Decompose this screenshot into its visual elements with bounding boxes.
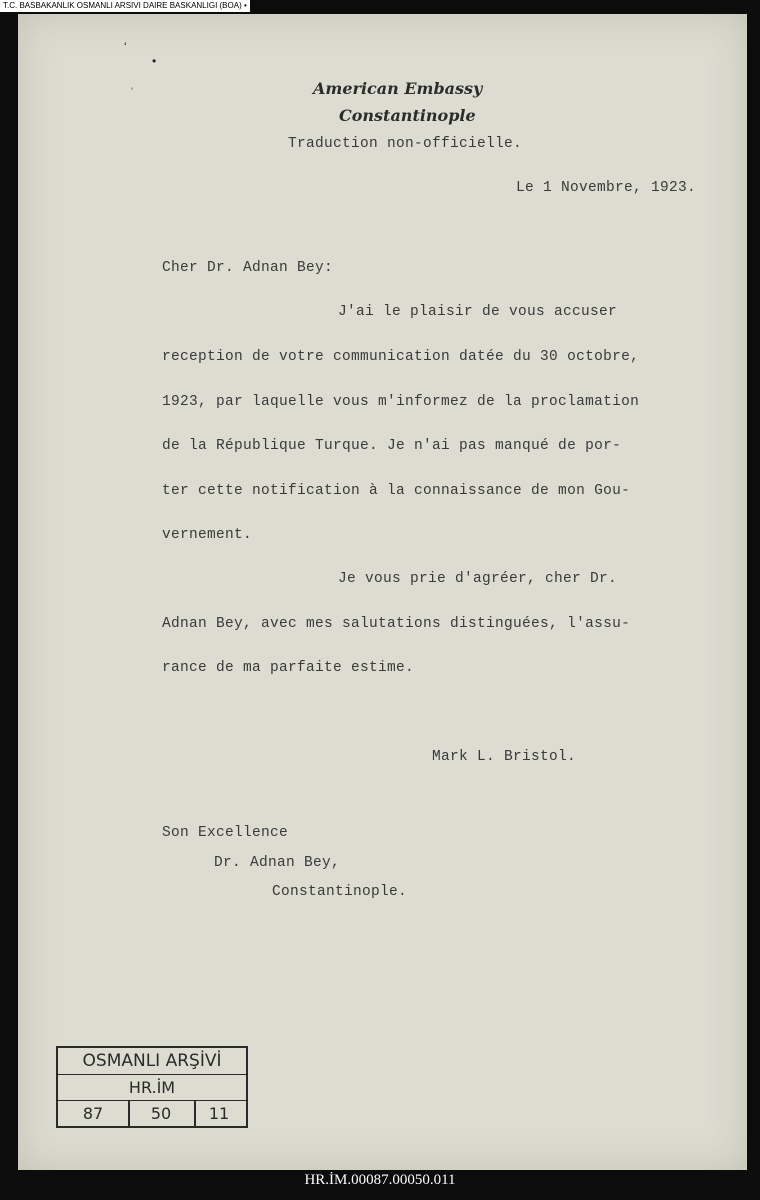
- body-line: vernement.: [162, 527, 253, 543]
- letterhead-line-1: American Embassy: [313, 79, 483, 98]
- stamp-number: 50: [150, 1104, 172, 1123]
- salutation: Cher Dr. Adnan Bey:: [162, 260, 334, 276]
- signature: Mark L. Bristol.: [432, 749, 577, 765]
- body-line: ter cette notification à la connaissance de mon Gou-: [162, 483, 631, 499]
- letter-date: Le 1 Novembre, 1923.: [516, 180, 697, 196]
- addressee-title: Son Excellence: [162, 825, 289, 841]
- stamp-collection: HR.İM: [128, 1078, 176, 1097]
- body-line: de la République Turque. Je n'ai pas manqué de por-: [162, 438, 622, 454]
- body-line: 1923, par laquelle vous m'informez de la proclamation: [162, 394, 640, 410]
- body-line: J'ai le plaisir de vous accuser: [338, 304, 618, 320]
- paper-mark: ʻ: [124, 40, 127, 54]
- closing-line: Je vous prie d'agréer, cher Dr.: [338, 571, 618, 587]
- document-page: [18, 14, 747, 1170]
- paper-mark: •: [152, 54, 157, 68]
- stamp-number: 11: [208, 1104, 230, 1123]
- stamp-number: 87: [82, 1104, 104, 1123]
- closing-line: rance de ma parfaite estime.: [162, 660, 415, 676]
- document-reference: HR.İM.00087.00050.011: [304, 1172, 456, 1188]
- addressee-name: Dr. Adnan Bey,: [214, 855, 341, 871]
- letterhead-line-2: Constantinople: [339, 106, 476, 125]
- archive-watermark: T.C. BASBAKANLIK OSMANLI ARSIVI DAIRE BASKANLIGI (BOA) •: [0, 0, 250, 12]
- paper-mark: ˌ: [130, 76, 134, 90]
- closing-line: Adnan Bey, avec mes salutations distinguées, l'assu-: [162, 616, 631, 632]
- translation-note: Traduction non-officielle.: [288, 136, 523, 152]
- addressee-city: Constantinople.: [272, 884, 408, 900]
- body-line: reception de votre communication datée du 30 octobre,: [162, 349, 640, 365]
- stamp-title: OSMANLI ARŞİVİ: [82, 1051, 222, 1071]
- archive-stamp: [56, 1046, 248, 1128]
